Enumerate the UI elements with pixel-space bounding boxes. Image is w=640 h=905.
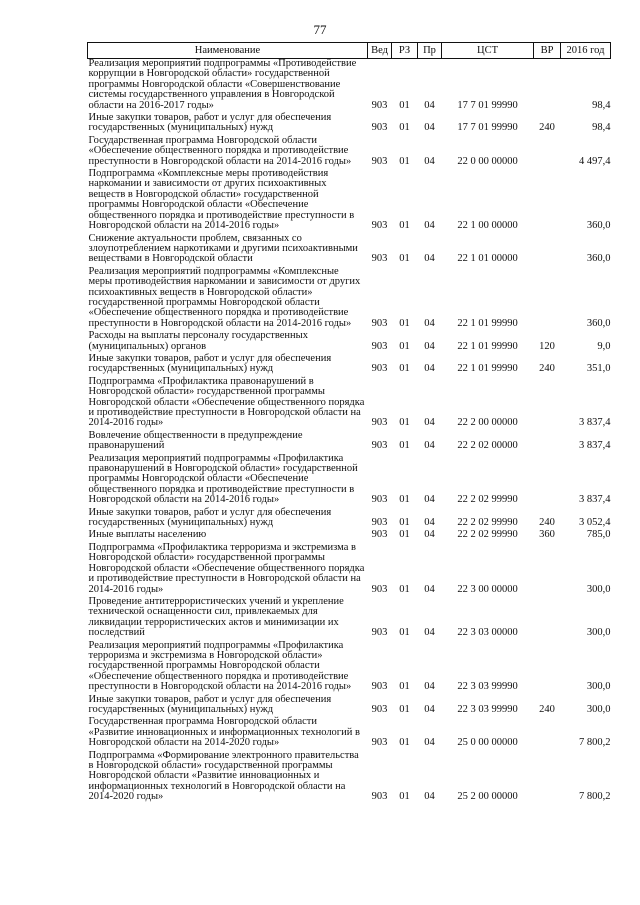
row-ved: 903 <box>371 681 388 693</box>
row-rz: 01 <box>399 340 410 352</box>
row-cst: 22 3 03 00000 <box>457 627 518 639</box>
page-number: 77 <box>313 22 327 37</box>
table-row <box>88 267 611 331</box>
row-cst: 22 1 01 00000 <box>457 253 518 265</box>
row-pr: 04 <box>424 494 435 506</box>
row-name: Реализация мероприятий подпрограммы «Противодействие коррупции в Новгородской области» государственной программы Новгородской области «Совершенствование системы государственного управления в Новгородской области на 2016-2017 годы» <box>88 58 357 111</box>
row-name: Реализация мероприятий подпрограммы «Профилактика правонарушений в Новгородской области» государственной программы Новгородской области «Обеспечение общественного порядка и противодействие преступности в Новгородской области на 2014-2016 годы» <box>88 452 358 506</box>
row-ved: 903 <box>371 363 388 375</box>
table-row <box>88 234 611 267</box>
table-row <box>88 113 611 136</box>
header-cst: ЦСТ <box>442 43 534 59</box>
row-rz: 01 <box>399 317 410 329</box>
header-vr: ВР <box>534 43 561 59</box>
row-ved: 903 <box>371 737 388 749</box>
table-row <box>88 641 611 695</box>
row-name: Иные выплаты населению <box>88 529 207 541</box>
row-cst: 22 2 02 99990 <box>457 494 518 506</box>
table-row <box>88 751 611 805</box>
row-pr: 04 <box>424 627 435 639</box>
row-rz: 01 <box>399 494 410 506</box>
row-amount: 360,0 <box>586 317 611 329</box>
row-amount: 300,0 <box>586 627 611 639</box>
row-name: Иные закупки товаров, работ и услуг для обеспечения государственных (муниципальных) нужд <box>88 693 332 715</box>
row-amount: 98,4 <box>592 99 611 111</box>
header-name: Наименование <box>88 43 368 59</box>
row-rz: 01 <box>399 791 410 803</box>
row-cst: 22 1 01 99990 <box>457 317 518 329</box>
row-amount: 360,0 <box>586 220 611 232</box>
row-cst: 22 0 00 00000 <box>457 155 518 167</box>
row-pr: 04 <box>424 440 435 452</box>
table-row <box>88 695 611 718</box>
row-vr: 240 <box>539 703 555 715</box>
row-pr: 04 <box>424 253 435 265</box>
row-vr <box>534 751 561 805</box>
row-name: Реализация мероприятий подпрограммы «Профилактика терроризма и экстремизма в Новгородской области» государственной программы Новгородской области «Обеспечение общественного порядка и противодействие преступности в Новгородской области на 2014-2016 годы» <box>88 639 352 693</box>
row-pr: 04 <box>424 122 435 134</box>
row-vr <box>534 641 561 695</box>
row-pr: 04 <box>424 681 435 693</box>
row-rz: 01 <box>399 122 410 134</box>
row-ved: 903 <box>371 583 388 595</box>
row-vr: 240 <box>539 363 555 375</box>
table-row <box>88 431 611 454</box>
row-name: Иные закупки товаров, работ и услуг для обеспечения государственных (муниципальных) нужд <box>88 352 332 375</box>
row-ved: 903 <box>371 703 388 715</box>
row-pr: 04 <box>424 155 435 167</box>
table-row <box>88 59 611 114</box>
table-row <box>88 377 611 431</box>
table-body <box>88 59 611 805</box>
row-cst: 22 1 00 00000 <box>457 220 518 232</box>
row-name: Подпрограмма «Профилактика правонарушений в Новгородской области» государственной программы Новгородской области «Обеспечение общественного порядка и противодействие преступности в Новгородской области на 2014-2016 годы» <box>88 375 365 429</box>
row-vr: 240 <box>539 122 555 134</box>
row-ved: 903 <box>371 99 388 111</box>
row-name: Вовлечение общественности в предупреждение правонарушений <box>88 429 303 452</box>
table-row <box>88 354 611 377</box>
row-vr <box>534 454 561 508</box>
row-cst: 22 3 03 99990 <box>457 703 518 715</box>
row-vr <box>534 377 561 431</box>
row-amount: 9,0 <box>597 340 611 352</box>
row-rz: 01 <box>399 517 410 529</box>
header-year: 2016 год <box>561 43 611 59</box>
row-pr: 04 <box>424 220 435 232</box>
row-vr <box>534 234 561 267</box>
row-amount: 351,0 <box>586 363 611 375</box>
row-cst: 22 1 01 99990 <box>457 363 518 375</box>
row-amount: 7 800,2 <box>579 791 611 803</box>
row-cst: 22 2 02 99990 <box>457 529 518 541</box>
row-pr: 04 <box>424 583 435 595</box>
row-name: Реализация мероприятий подпрограммы «Комплексные меры противодействия наркомании и зависимости от других психоактивных веществ в Новгородской области» государственной программы Новгородской области «Обеспечение общественного порядка и противодействие преступности в Новгородской области на 2014-2016 годы» <box>88 265 361 329</box>
row-ved: 903 <box>371 440 388 452</box>
row-pr: 04 <box>424 791 435 803</box>
row-amount: 3 837,4 <box>579 417 611 429</box>
table-row <box>88 454 611 508</box>
row-ved: 903 <box>371 253 388 265</box>
table-row <box>88 717 611 750</box>
row-name: Иные закупки товаров, работ и услуг для обеспечения государственных (муниципальных) нужд <box>88 506 332 529</box>
row-vr: 360 <box>539 529 555 541</box>
row-rz: 01 <box>399 627 410 639</box>
row-ved: 903 <box>371 791 388 803</box>
row-cst: 25 0 00 00000 <box>457 737 518 749</box>
header-pr: Пр <box>418 43 442 59</box>
row-vr <box>534 136 561 169</box>
row-name: Подпрограмма «Комплексные меры противодействия наркомании и зависимости от других психоактивных веществ в Новгородской области» государственной программы Новгородской области «Обеспечение общественного порядка и противодействие преступности в Новгородской области на 2014-2016 годы» <box>88 168 355 232</box>
table-row <box>88 136 611 169</box>
row-vr <box>534 597 561 641</box>
row-ved: 903 <box>371 627 388 639</box>
table-row <box>88 543 611 597</box>
row-rz: 01 <box>399 253 410 265</box>
row-name: Государственная программа Новгородской области «Обеспечение общественного порядка и противодействие преступности в Новгородской области на 2014-2016 годы» <box>88 134 352 167</box>
row-cst: 22 3 03 99990 <box>457 681 518 693</box>
row-name: Расходы на выплаты персоналу государственных (муниципальных) органов <box>88 330 308 352</box>
row-cst: 22 2 02 00000 <box>457 440 518 452</box>
row-vr <box>534 169 561 233</box>
row-name: Государственная программа Новгородской области «Развитие инновационных и информационных технологий в Новгородской области на 2014-2020 годы» <box>88 716 360 749</box>
row-pr: 04 <box>424 340 435 352</box>
row-rz: 01 <box>399 155 410 167</box>
row-ved: 903 <box>371 494 388 506</box>
row-pr: 04 <box>424 363 435 375</box>
row-ved: 903 <box>371 517 388 529</box>
row-cst: 22 3 00 00000 <box>457 583 518 595</box>
row-name: Проведение антитеррористических учений и укрепление технической оснащенности сил, привлекаемых для ликвидации террористических актов и минимизации их последствий <box>88 595 344 639</box>
row-vr <box>534 717 561 750</box>
row-pr: 04 <box>424 517 435 529</box>
row-name: Подпрограмма «Формирование электронного правительства в Новгородской области» государственной программы Новгородской области «Развитие инновационных и информационных технологий в Новгородской области на 2014-2020 годы» <box>88 749 359 803</box>
row-ved: 903 <box>371 317 388 329</box>
table-row <box>88 169 611 233</box>
row-cst: 17 7 01 99990 <box>457 99 518 111</box>
row-amount: 3 837,4 <box>579 494 611 506</box>
row-rz: 01 <box>399 440 410 452</box>
row-amount: 360,0 <box>586 253 611 265</box>
row-rz: 01 <box>399 220 410 232</box>
row-cst: 25 2 00 00000 <box>457 791 518 803</box>
row-ved: 903 <box>371 155 388 167</box>
row-ved: 903 <box>371 417 388 429</box>
table-row <box>88 530 611 542</box>
table-row <box>88 508 611 531</box>
row-rz: 01 <box>399 363 410 375</box>
row-pr: 04 <box>424 737 435 749</box>
row-rz: 01 <box>399 681 410 693</box>
row-amount: 300,0 <box>586 681 611 693</box>
row-vr <box>534 267 561 331</box>
row-rz: 01 <box>399 529 410 541</box>
row-amount: 98,4 <box>592 122 611 134</box>
row-amount: 300,0 <box>586 583 611 595</box>
row-pr: 04 <box>424 703 435 715</box>
row-amount: 4 497,4 <box>579 155 611 167</box>
row-ved: 903 <box>371 220 388 232</box>
row-rz: 01 <box>399 99 410 111</box>
row-pr: 04 <box>424 417 435 429</box>
row-pr: 04 <box>424 99 435 111</box>
table-header <box>88 43 611 59</box>
budget-table <box>87 42 611 805</box>
table-row <box>88 597 611 641</box>
row-pr: 04 <box>424 317 435 329</box>
row-rz: 01 <box>399 417 410 429</box>
row-cst: 17 7 01 99990 <box>457 122 518 134</box>
row-rz: 01 <box>399 583 410 595</box>
header-rz: РЗ <box>392 43 418 59</box>
row-cst: 22 1 01 99990 <box>457 340 518 352</box>
row-ved: 903 <box>371 122 388 134</box>
row-cst: 22 2 02 99990 <box>457 517 518 529</box>
row-rz: 01 <box>399 737 410 749</box>
row-amount: 300,0 <box>586 703 611 715</box>
row-name: Снижение актуальности проблем, связанных со злоупотреблением наркотиками и другими психоактивными веществами в Новгородской области <box>88 232 358 265</box>
table-row <box>88 331 611 354</box>
row-amount: 785,0 <box>586 529 611 541</box>
row-amount: 3 837,4 <box>579 440 611 452</box>
row-cst: 22 2 00 00000 <box>457 417 518 429</box>
row-rz: 01 <box>399 703 410 715</box>
row-vr: 120 <box>539 340 555 352</box>
row-ved: 903 <box>371 340 388 352</box>
row-amount: 7 800,2 <box>579 737 611 749</box>
row-ved: 903 <box>371 529 388 541</box>
row-vr <box>534 543 561 597</box>
header-ved: Вед <box>368 43 392 59</box>
row-pr: 04 <box>424 529 435 541</box>
row-name: Иные закупки товаров, работ и услуг для обеспечения государственных (муниципальных) нужд <box>88 112 332 134</box>
row-vr <box>534 59 561 114</box>
row-vr <box>534 431 561 454</box>
row-name: Подпрограмма «Профилактика терроризма и экстремизма в Новгородской области» государственной программы Новгородской области «Обеспечение общественного порядка и противодействие преступности в Новгородской области на 2014-2016 годы» <box>88 541 365 595</box>
row-amount: 3 052,4 <box>579 517 611 529</box>
row-vr: 240 <box>539 517 555 529</box>
